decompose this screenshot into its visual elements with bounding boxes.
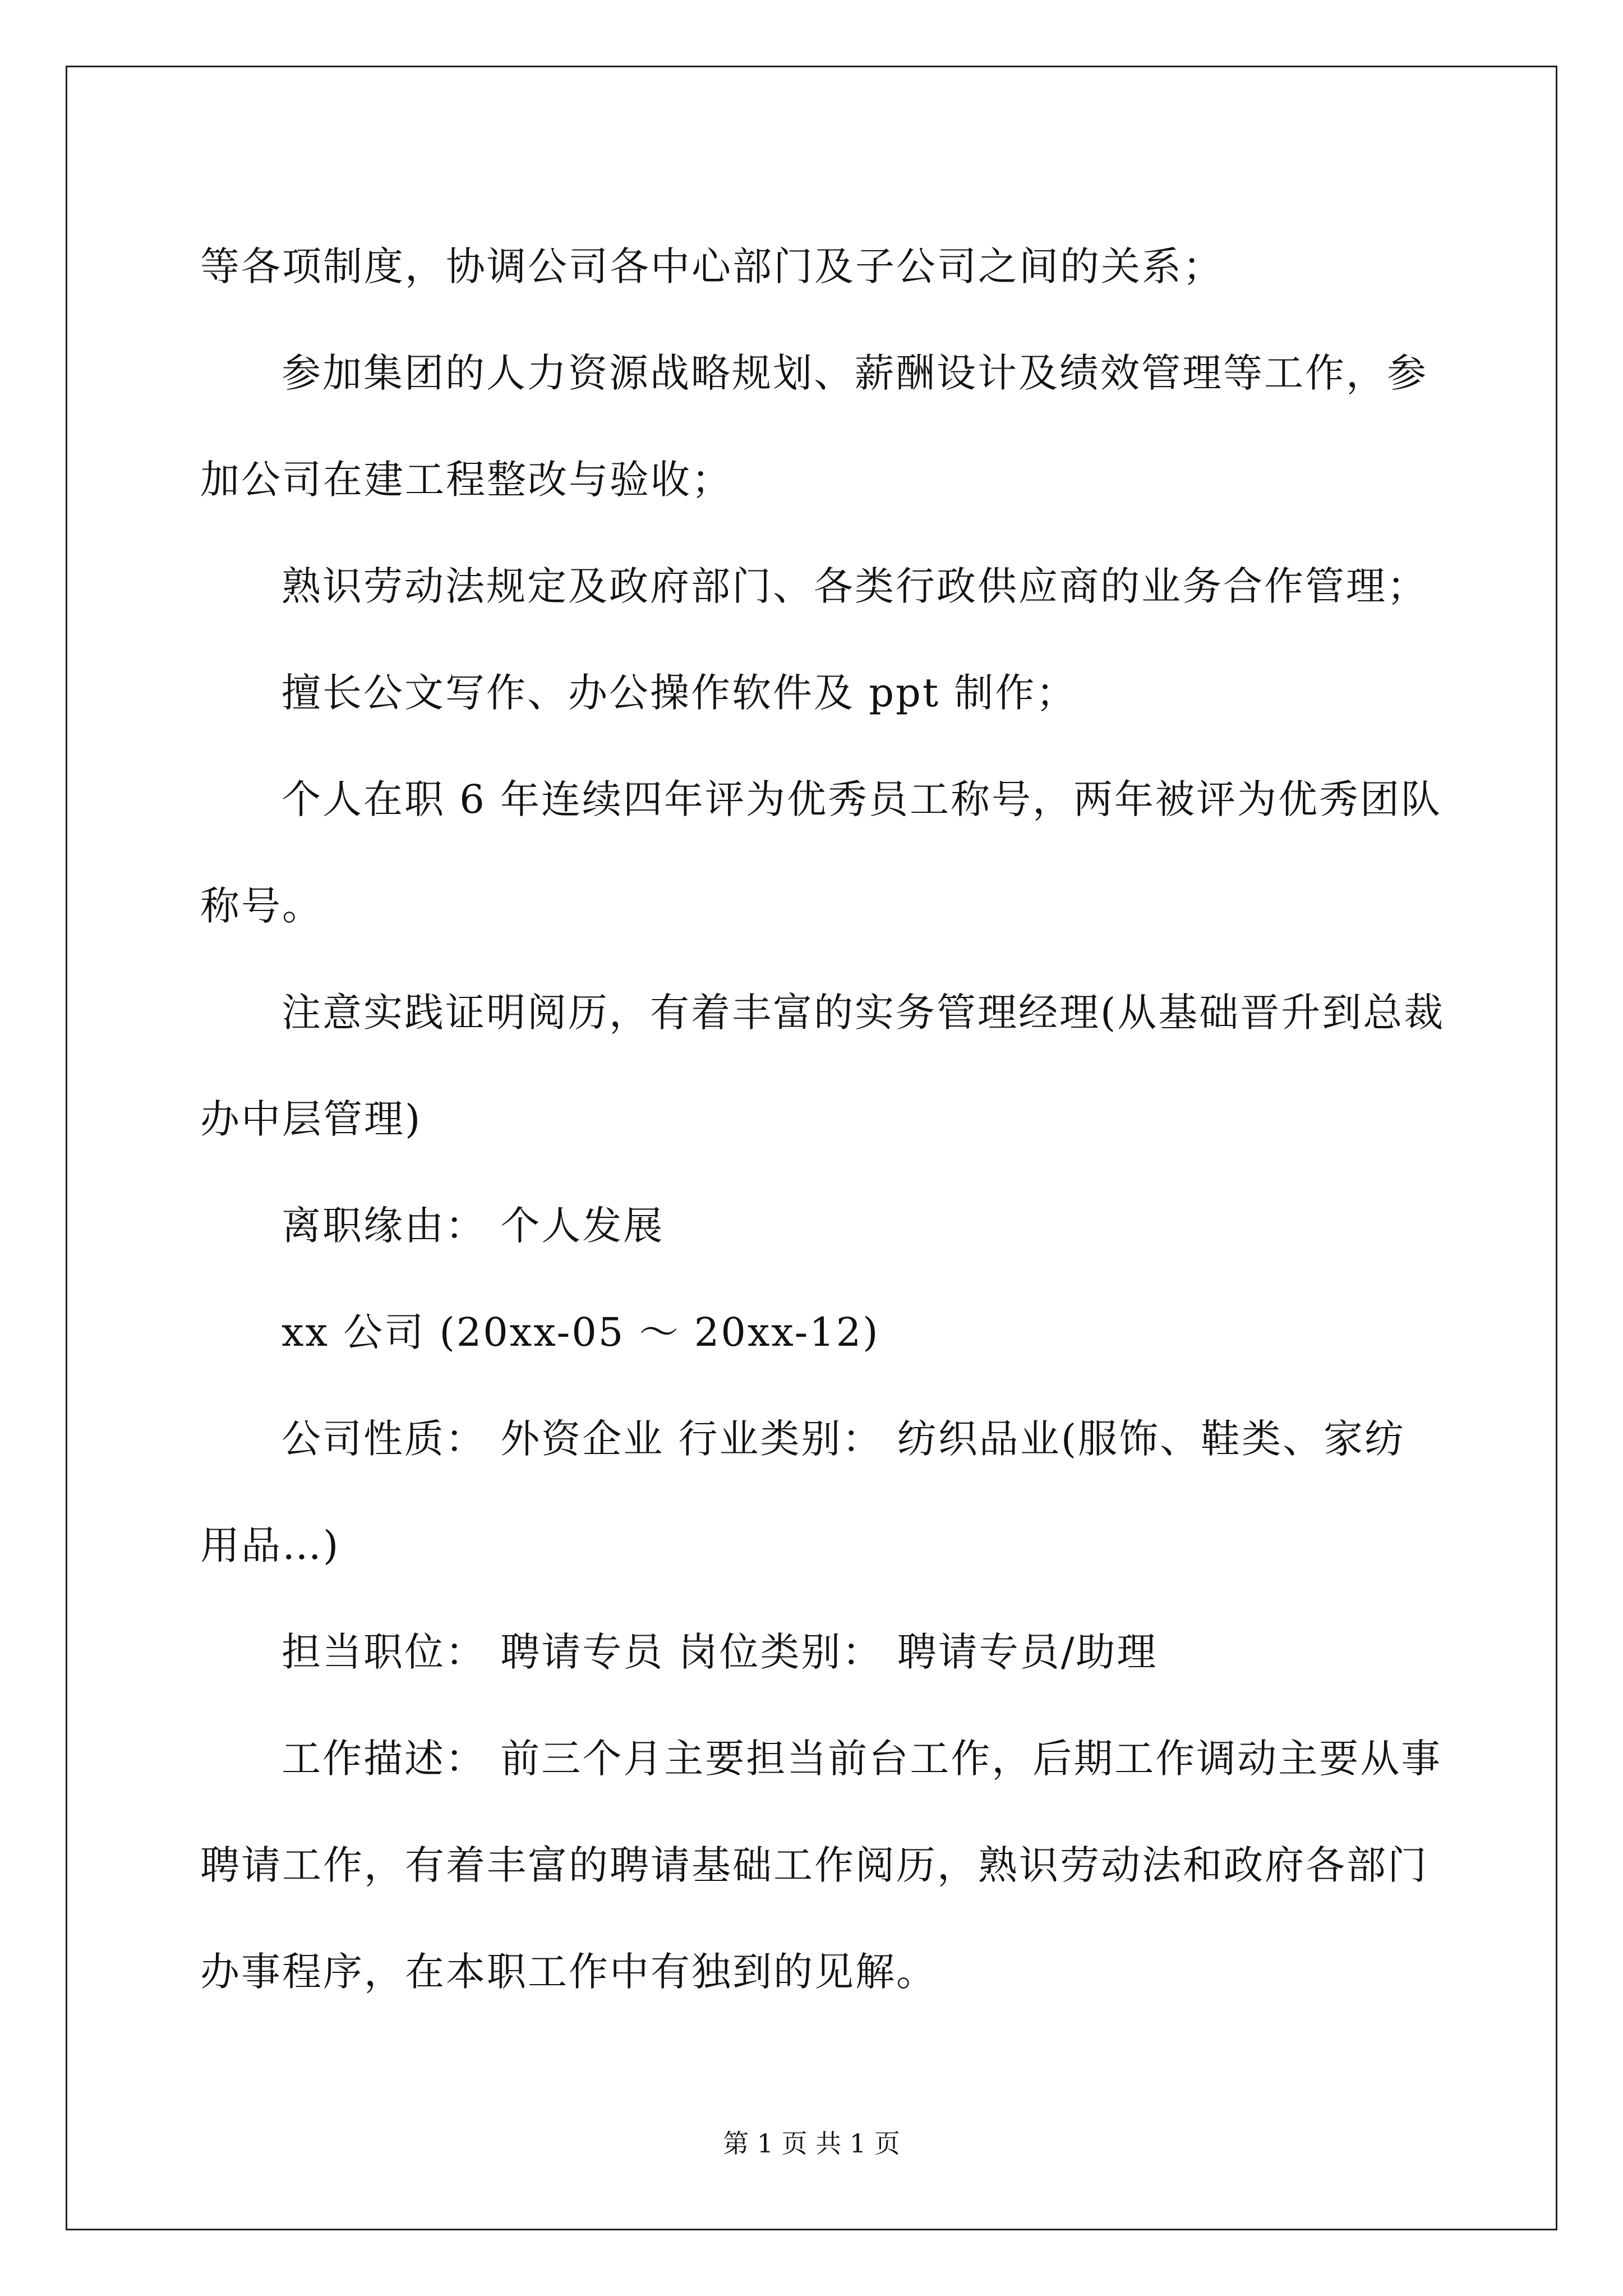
text-line-7: 称号。 (200, 883, 323, 929)
text-line-10: 离职缘由： 个人发展 (282, 1203, 665, 1249)
text-line-2: 参加集团的人力资源战略规划、薪酬设计及绩效管理等工作，参 (282, 350, 1428, 396)
text-line-8: 注意实践证明阅历，有着丰富的实务管理经理(从基础晋升到总裁 (282, 990, 1445, 1036)
text-line-15: 工作描述： 前三个月主要担当前台工作，后期工作调动主要从事 (282, 1736, 1442, 1782)
text-line-4: 熟识劳动法规定及政府部门、各类行政供应商的业务合作管理； (282, 563, 1428, 609)
text-line-9: 办中层管理) (200, 1096, 422, 1142)
document-body (200, 213, 1445, 2025)
text-line-13: 用品…) (200, 1522, 340, 1568)
text-line-1: 等各项制度，协调公司各中心部门及子公司之间的关系； (200, 243, 1224, 289)
text-line-5: 擅长公文写作、办公操作软件及 ppt 制作； (282, 670, 1077, 716)
page-footer: 第 1 页 共 1 页 (723, 2128, 900, 2159)
text-line-6: 个人在职 6 年连续四年评为优秀员工称号，两年被评为优秀团队 (282, 776, 1442, 822)
text-line-17: 办事程序，在本职工作中有独到的见解。 (200, 1949, 937, 1995)
text-line-14: 担当职位： 聘请专员 岗位类别： 聘请专员/助理 (282, 1629, 1158, 1675)
text-line-11: xx 公司 (20xx-05 ～ 20xx-12) (282, 1309, 880, 1355)
text-line-16: 聘请工作，有着丰富的聘请基础工作阅历，熟识劳动法和政府各部门 (200, 1842, 1428, 1888)
text-line-12: 公司性质： 外资企业 行业类别： 纺织品业(服饰、鞋类、家纺 (282, 1416, 1406, 1462)
text-line-3: 加公司在建工程整改与验收； (200, 457, 732, 503)
